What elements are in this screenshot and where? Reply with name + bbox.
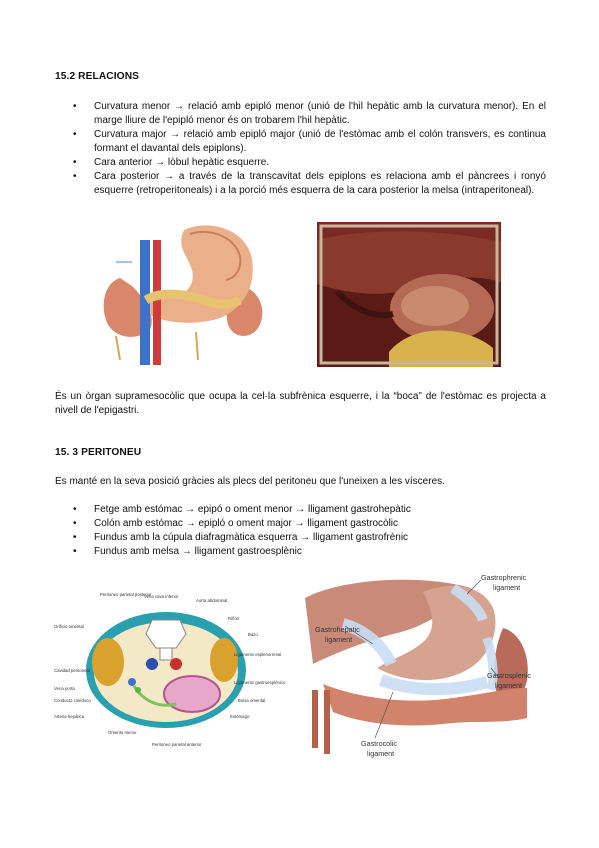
label-gastrocolic: Gastrocolic bbox=[361, 739, 397, 748]
label-gastrohepatic-2: ligament bbox=[325, 635, 353, 644]
list-item: • Curvatura menor → relació amb epipló menor (unió de l'hil hepàtic amb la curvatura menor). En el marge lliure de l'epipló menor és on trobarem l'hil hepàtic. bbox=[73, 100, 546, 128]
label-arteria: Arteria hepática bbox=[54, 714, 85, 719]
peritoneu-intro: Es manté en la seva posició gràcies als plecs del peritoneu que l'uneixen a les vísceres. bbox=[55, 476, 445, 487]
label-gastrocolic-2: ligament bbox=[367, 749, 395, 758]
peritoneu-list bbox=[73, 503, 546, 559]
cross-section-diagram bbox=[52, 590, 286, 750]
label-lig-esplenorrenal: Ligamento esplenorrenal bbox=[234, 652, 282, 657]
label-peritoneo-posterior: Peritoneo parietal posterior bbox=[100, 592, 152, 597]
label-bazo: Bazo bbox=[248, 632, 258, 637]
list-item: • Fundus amb melsa → lligament gastroesplènic bbox=[73, 545, 546, 559]
label-gastrophrenic: Gastrophrenic bbox=[481, 573, 527, 582]
stomach-ligaments-illustration bbox=[303, 568, 542, 760]
label-estomago: Estómago bbox=[230, 714, 250, 719]
supramesocolic-paragraph: És un òrgan supramesocòlic que ocupa la cel·la subfrènica esquerre, i la “boca” de l'estòmac es projecta a nivell de l'epigastri. bbox=[55, 391, 546, 416]
label-peritoneo-anterior: Peritoneo parietal anterior bbox=[152, 742, 202, 747]
label-gastrophrenic-2: ligament bbox=[493, 583, 521, 592]
stomach-relations-illustration bbox=[92, 220, 277, 365]
list-item: • Cara posterior → a través de la transcavitat dels epiplons es relaciona amb el pàncrees i ronyó esquerre (retroperitoneals) i a la porció més esquerra de la cara posterior la melsa (intraperitoneal). bbox=[73, 170, 546, 198]
section-heading-relacions: 15.2 RELACIONS bbox=[55, 71, 140, 82]
label-bolsa: Bolsa omental bbox=[238, 698, 266, 703]
label-rinon: Riñón bbox=[228, 616, 240, 621]
label-gastrosplenic: Gastrosplenic bbox=[487, 671, 531, 680]
label-conducto: Conducto colédoco bbox=[54, 698, 91, 703]
label-gastrohepatic: Gastrohepatic bbox=[315, 625, 360, 634]
section-heading-peritoneu: 15. 3 PERITONEU bbox=[55, 447, 142, 458]
label-orificio: Orificio omental bbox=[54, 624, 84, 629]
label-lig-gastroesplenico: Ligamento gastroesplénico bbox=[234, 680, 286, 685]
label-vena-porta: Vena porta bbox=[54, 686, 75, 691]
abdominal-cavity-photo bbox=[317, 222, 501, 367]
list-item: • Colón amb estómac → epipló o oment major → lligament gastrocòlic bbox=[73, 517, 546, 531]
label-gastrosplenic-2: ligament bbox=[495, 681, 523, 690]
label-vena-cava: Vena cava inferior bbox=[144, 594, 179, 599]
relacions-list bbox=[73, 100, 546, 198]
list-item: • Fetge amb estómac → epipó o oment menor → lligament gastrohepàtic bbox=[73, 503, 546, 517]
label-aorta: Aorta abdominal bbox=[196, 598, 228, 603]
list-item: • Cara anterior → lòbul hepàtic esquerre. bbox=[73, 156, 546, 170]
label-omento: Omento menor bbox=[108, 730, 137, 735]
list-item: • Curvatura major → relació amb epipló major (unió de l'estòmac amb el colón transvers, es continua formant el davantal dels epiplons). bbox=[73, 128, 546, 156]
list-item: • Fundus amb la cúpula diafragmàtica esquerra → lligament gastrofrènic bbox=[73, 531, 546, 545]
label-cavidad: Cavidad peritoneal bbox=[54, 668, 90, 673]
